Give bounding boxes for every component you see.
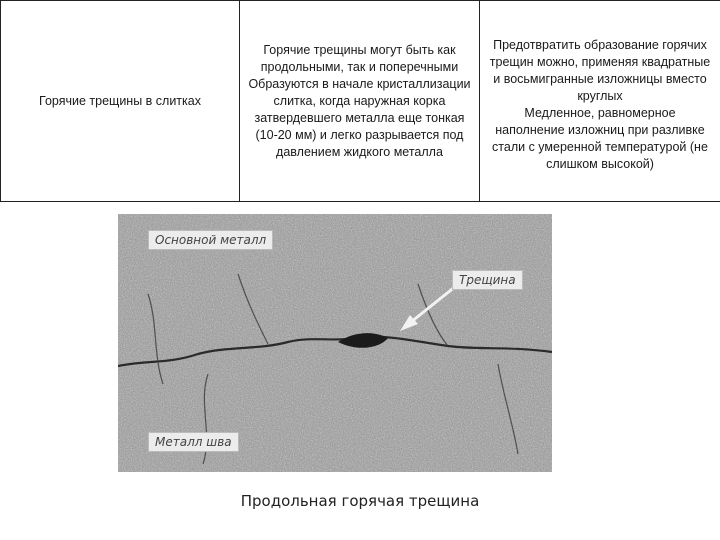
label-base-metal: Основной металл bbox=[148, 230, 273, 250]
table-cell-description bbox=[240, 0, 480, 202]
photo-caption: Продольная горячая трещина bbox=[240, 492, 480, 510]
label-crack: Трещина bbox=[452, 270, 523, 290]
defect-prevention: Предотвратить образование горячих трещин можно, применяя квадратные и восьмигранные изложницы вместо круглых Медленное, равномерное наполнение изложниц при разливке стали с умеренной температурой (не слишком высокой) bbox=[489, 38, 711, 171]
defect-description: Горячие трещины могут быть как продольными, так и поперечными Образуются в начале кристаллизации слитка, когда наружная корка затвердевшего металла еще тонкая (10-20 мм) и легко разрывается под давлением жидкого металла bbox=[248, 42, 471, 159]
info-table bbox=[0, 0, 720, 202]
defect-name: Горячие трещины в слитках bbox=[39, 93, 201, 108]
table-cell-prevention bbox=[480, 0, 720, 202]
crack-photo bbox=[118, 214, 552, 472]
label-weld-metal: Металл шва bbox=[148, 432, 239, 452]
table-cell-defect bbox=[0, 0, 240, 202]
